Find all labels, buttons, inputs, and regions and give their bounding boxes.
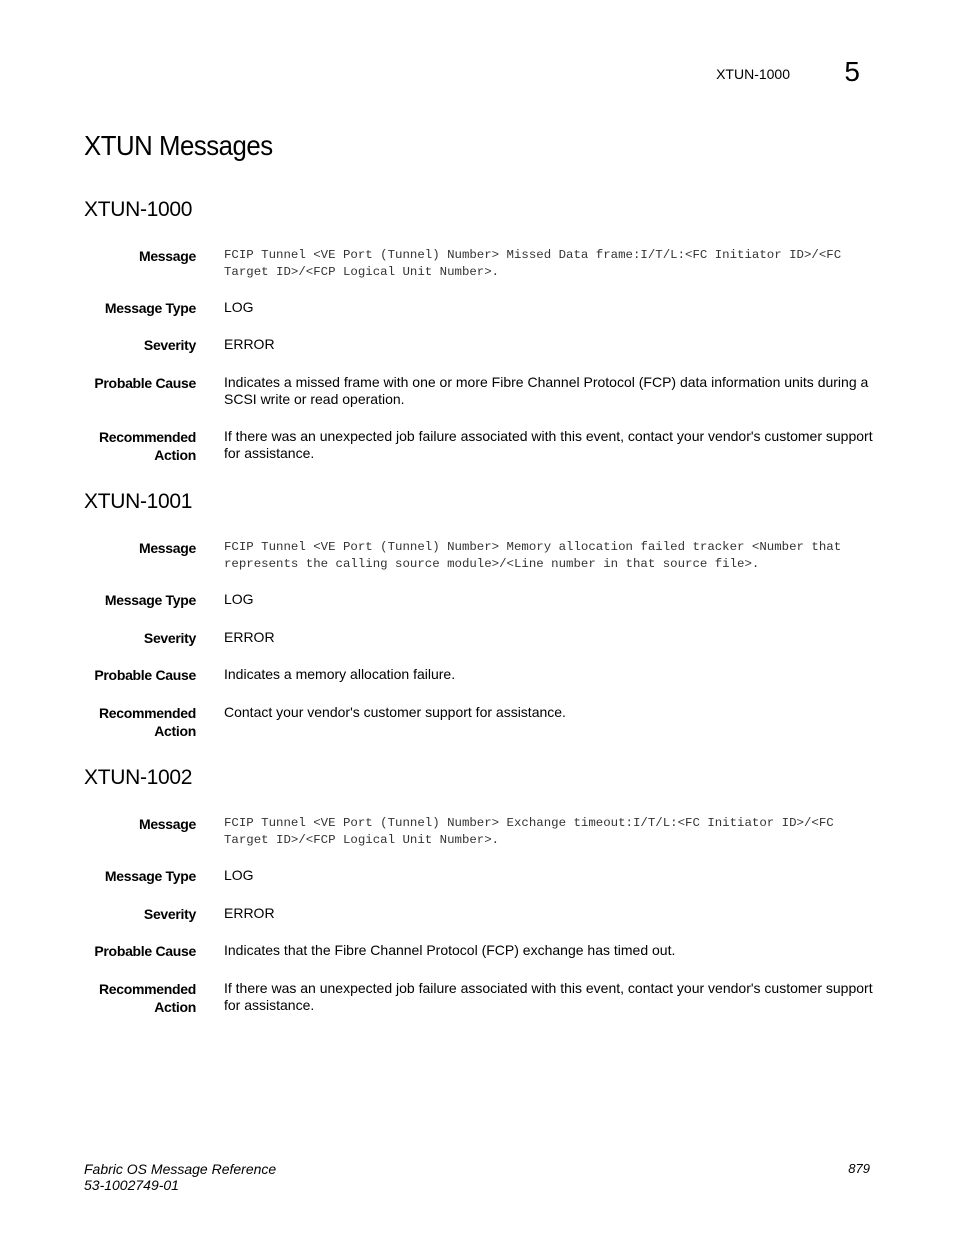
footer-page-number: 879	[848, 1161, 870, 1176]
recommended-label-line1: Recommended	[98, 981, 196, 997]
message-label: Message	[138, 248, 196, 264]
severity-value: ERROR	[224, 336, 275, 352]
probable-cause-label: Probable Cause	[94, 375, 196, 391]
footer-document-info	[84, 1161, 276, 1193]
message-text: FCIP Tunnel <VE Port (Tunnel) Number> Memory allocation failed tracker <Number that represents the calling source module>/<Line number in that source file>.	[224, 540, 842, 571]
header-section: XTUN-1000	[716, 66, 790, 82]
message-type-value: LOG	[224, 299, 254, 315]
recommended-label-line1: Recommended	[98, 429, 196, 445]
severity-value: ERROR	[224, 905, 275, 921]
recommended-action-label	[84, 428, 196, 464]
message-type-label: Message Type	[104, 300, 196, 316]
recommended-action-value: If there was an unexpected job failure associated with this event, contact your vendor's customer support for assistance.	[224, 980, 873, 1013]
probable-cause-value: Indicates a memory allocation failure.	[224, 666, 456, 682]
recommended-label-line2: Action	[154, 447, 196, 463]
recommended-action-value: If there was an unexpected job failure associated with this event, contact your vendor's customer support for assistance.	[224, 428, 873, 461]
severity-label: Severity	[143, 906, 196, 922]
footer-doc-number: 53-1002749-01	[84, 1177, 179, 1193]
probable-cause-value: Indicates a missed frame with one or more Fibre Channel Protocol (FCP) data information units during a SCSI write or read operation.	[224, 374, 869, 407]
message-text: FCIP Tunnel <VE Port (Tunnel) Number> Exchange timeout:I/T/L:<FC Initiator ID>/<FC Target ID>/<FCP Logical Unit Number>.	[224, 816, 834, 847]
probable-cause-value: Indicates that the Fibre Channel Protocol (FCP) exchange has timed out.	[224, 942, 676, 958]
recommended-action-label	[84, 980, 196, 1016]
severity-label: Severity	[143, 630, 196, 646]
message-section-xtun-1002	[84, 766, 874, 1015]
message-type-label: Message Type	[104, 868, 196, 884]
message-type-value: LOG	[224, 867, 254, 883]
page-title: XTUN Messages	[84, 130, 273, 161]
probable-cause-label: Probable Cause	[94, 943, 196, 959]
message-type-label: Message Type	[104, 592, 196, 608]
recommended-label-line2: Action	[154, 723, 196, 739]
message-label: Message	[138, 816, 196, 832]
message-section-xtun-1000	[84, 198, 874, 463]
severity-label: Severity	[143, 337, 196, 353]
footer-doc-title: Fabric OS Message Reference	[84, 1161, 277, 1177]
message-label: Message	[138, 540, 196, 556]
severity-value: ERROR	[224, 629, 275, 645]
message-id-heading: XTUN-1001	[84, 490, 193, 513]
message-id-heading: XTUN-1000	[84, 198, 193, 221]
message-type-value: LOG	[224, 591, 254, 607]
message-text: FCIP Tunnel <VE Port (Tunnel) Number> Missed Data frame:I/T/L:<FC Initiator ID>/<FC Target ID>/<FCP Logical Unit Number>.	[224, 248, 842, 279]
message-section-xtun-1001	[84, 490, 874, 739]
recommended-action-value: Contact your vendor's customer support for assistance.	[224, 704, 566, 720]
recommended-label-line2: Action	[154, 999, 196, 1015]
running-header	[660, 56, 860, 88]
recommended-action-label	[84, 704, 196, 740]
message-id-heading: XTUN-1002	[84, 766, 193, 789]
probable-cause-label: Probable Cause	[94, 667, 196, 683]
recommended-label-line1: Recommended	[98, 705, 196, 721]
header-chapter-number: 5	[844, 56, 860, 87]
